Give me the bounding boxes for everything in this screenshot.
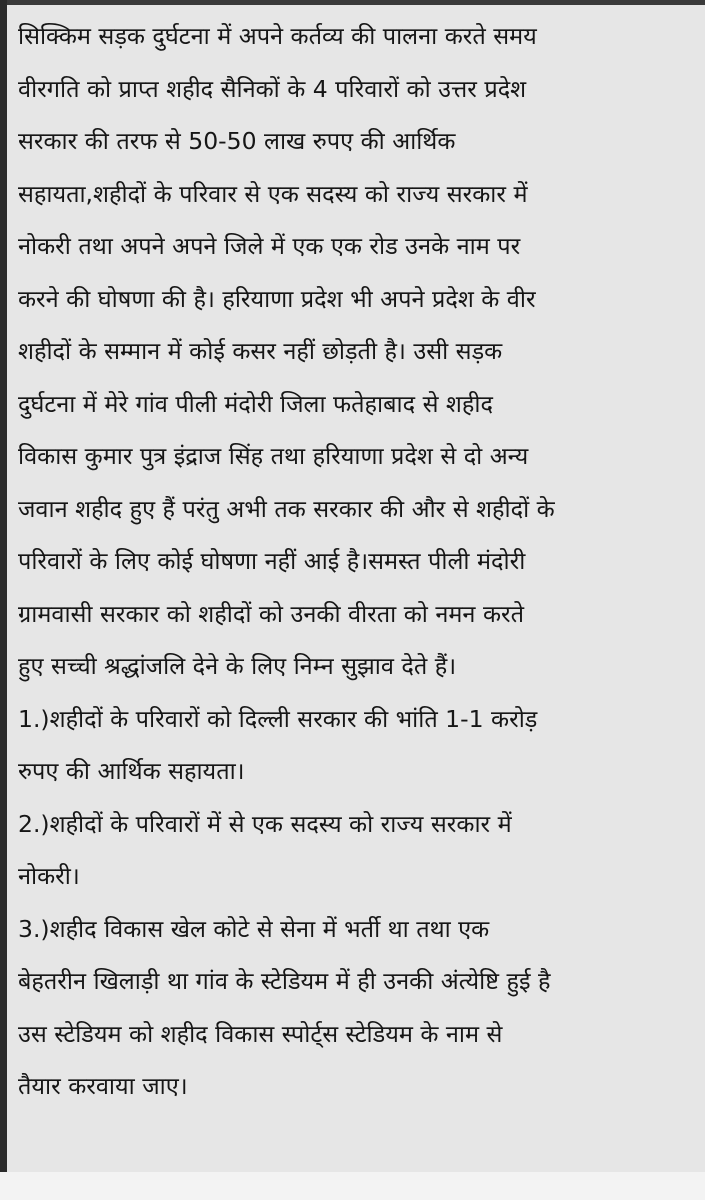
left-edge [0, 0, 7, 1200]
bottom-bar [0, 1172, 705, 1200]
text-line-3: सरकार की तरफ से 50-50 लाख रुपए की आर्थिक [18, 127, 456, 155]
text-line-8: दुर्घटना में मेरे गांव पीली मंदोरी जिला फतेहाबाद से शहीद [18, 389, 493, 418]
suggestion-3-line-2: बेहतरीन खिलाड़ी था गांव के स्टेडियम में ही उनकी अंत्येष्टि हुई है [18, 967, 551, 995]
suggestion-3-line-3: उस स्टेडियम को शहीद विकास स्पोर्ट्स स्टेडियम के नाम से [18, 1019, 503, 1048]
text-line-9: विकास कुमार पुत्र इंद्राज सिंह तथा हरियाणा प्रदेश से दो अन्य [18, 442, 529, 470]
top-edge [0, 0, 705, 5]
text-line-11: परिवारों के लिए कोई घोषणा नहीं आई है।समस्त पीली मंदोरी [18, 547, 526, 575]
suggestion-3-line-1: 3.)शहीद विकास खेल कोटे से सेना में भर्ती था तथा एक [18, 914, 490, 943]
suggestion-2-line-1: 2.)शहीदों के परिवारों में से एक सदस्य को राज्य सरकार में [18, 809, 512, 838]
text-line-5: नोकरी तथा अपने अपने जिले में एक एक रोड उनके नाम पर [18, 232, 521, 260]
text-line-2: वीरगति को प्राप्त शहीद सैनिकों के 4 परिवारों को उत्तर प्रदेश [18, 74, 527, 103]
suggestion-3-line-4: तैयार करवाया जाए। [18, 1072, 188, 1100]
suggestion-1-line-1: 1.)शहीदों के परिवारों को दिल्ली सरकार की भांति 1-1 करोड़ [18, 704, 538, 733]
text-line-13: हुए सच्ची श्रद्धांजलि देने के लिए निम्न सुझाव देते हैं। [18, 652, 457, 680]
document-text [18, 10, 698, 1113]
suggestion-2-line-2: नोकरी। [18, 862, 80, 890]
text-line-4: सहायता,शहीदों के परिवार से एक सदस्य को राज्य सरकार में [18, 179, 528, 208]
text-line-10: जवान शहीद हुए हैं परंतु अभी तक सरकार की और से शहीदों के [18, 494, 555, 523]
text-line-1: सिक्किम सड़क दुर्घटना में अपने कर्तव्य की पालना करते समय [18, 22, 537, 50]
text-line-7: शहीदों के सम्मान में कोई कसर नहीं छोड़ती है। उसी सड़क [18, 337, 503, 365]
suggestion-1-line-2: रुपए की आर्थिक सहायता। [18, 757, 245, 785]
text-line-6: करने की घोषणा की है। हरियाणा प्रदेश भी अपने प्रदेश के वीर [18, 284, 536, 313]
text-line-12: ग्रामवासी सरकार को शहीदों को उनकी वीरता को नमन करते [18, 599, 524, 628]
